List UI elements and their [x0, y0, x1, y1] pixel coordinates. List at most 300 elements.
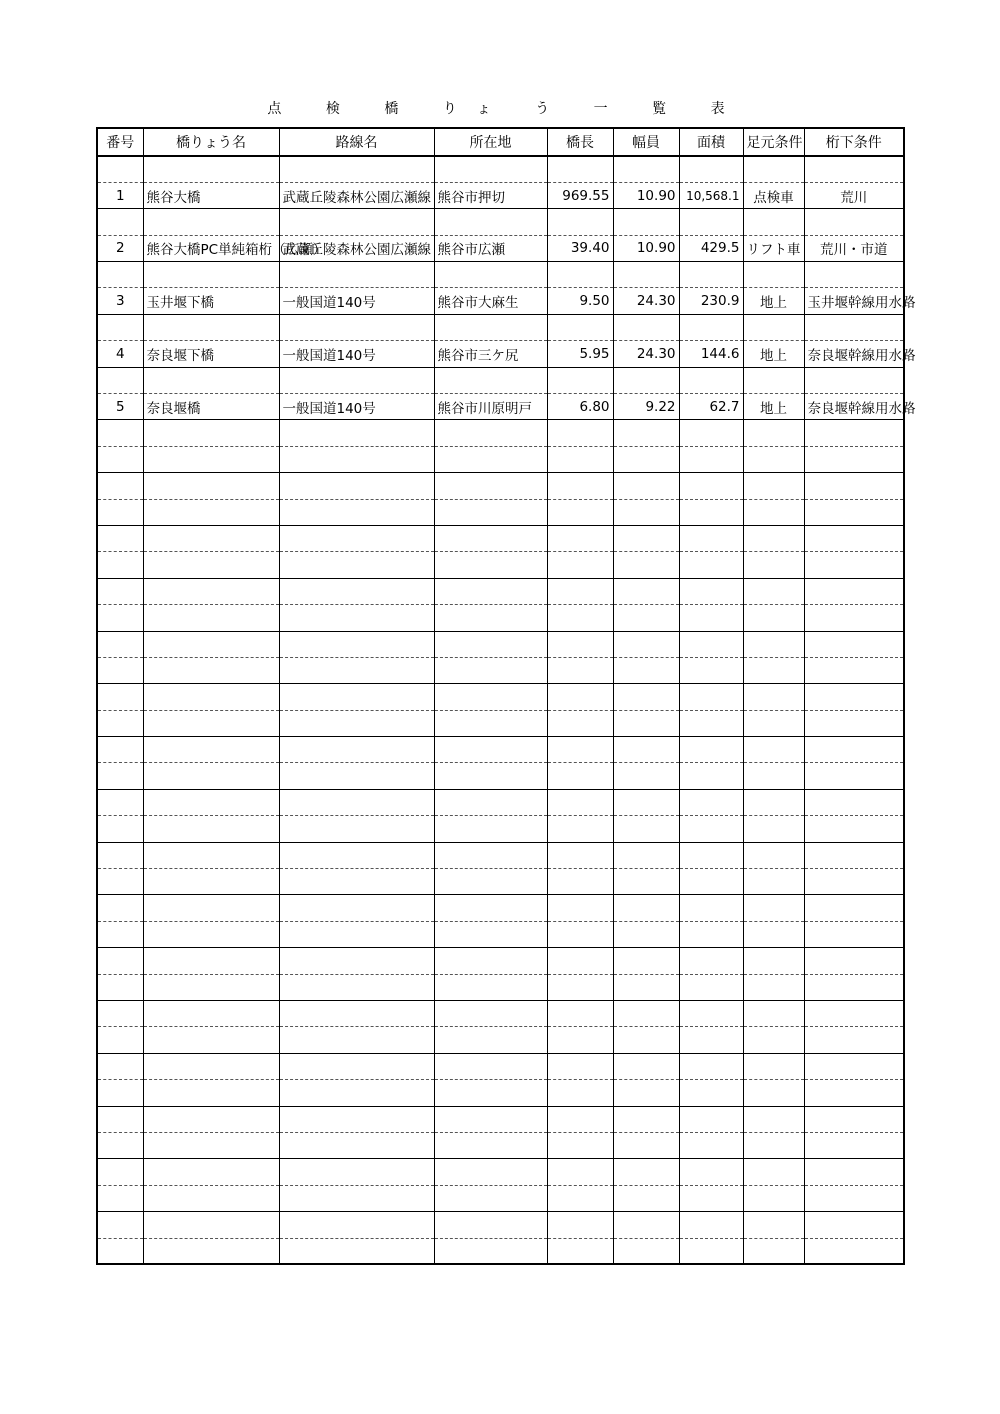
- cell-under-girder-condition: [804, 763, 904, 789]
- empty-cell: [97, 842, 143, 868]
- cell-length: [547, 446, 613, 472]
- cell-number: [97, 1185, 143, 1211]
- empty-cell: [743, 631, 804, 657]
- empty-cell: [613, 631, 679, 657]
- empty-cell: [743, 1212, 804, 1238]
- empty-cell: [434, 789, 547, 815]
- empty-cell: [434, 367, 547, 393]
- cell-footing-condition: 地上: [743, 341, 804, 367]
- table-row: [97, 657, 904, 683]
- cell-bridge-name: [143, 446, 279, 472]
- empty-cell: [547, 684, 613, 710]
- table-row: [97, 552, 904, 578]
- empty-cell: [743, 473, 804, 499]
- cell-area: 62.7: [679, 394, 743, 420]
- cell-footing-condition: [743, 816, 804, 842]
- table-row: [97, 1185, 904, 1211]
- empty-cell: [97, 1053, 143, 1079]
- empty-cell: [679, 631, 743, 657]
- empty-cell: [743, 948, 804, 974]
- cell-number: [97, 974, 143, 1000]
- empty-cell: [679, 1106, 743, 1132]
- cell-footing-condition: [743, 763, 804, 789]
- cell-length: [547, 657, 613, 683]
- empty-cell: [279, 1001, 434, 1027]
- cell-bridge-name: [143, 1185, 279, 1211]
- cell-under-girder-condition: [804, 869, 904, 895]
- empty-cell: [613, 948, 679, 974]
- empty-cell: [279, 1212, 434, 1238]
- cell-location: [434, 499, 547, 525]
- empty-cell: [547, 578, 613, 604]
- empty-cell: [97, 156, 143, 182]
- empty-cell: [547, 209, 613, 235]
- empty-cell: [97, 262, 143, 288]
- empty-cell: [547, 1106, 613, 1132]
- cell-area: [679, 710, 743, 736]
- cell-length: 5.95: [547, 341, 613, 367]
- cell-length: 969.55: [547, 182, 613, 208]
- cell-route-name: [279, 1027, 434, 1053]
- cell-route-name: [279, 869, 434, 895]
- empty-cell: [547, 948, 613, 974]
- cell-length: [547, 921, 613, 947]
- empty-cell: [279, 262, 434, 288]
- empty-cell: [613, 1212, 679, 1238]
- empty-cell: [434, 1212, 547, 1238]
- cell-length: 39.40: [547, 235, 613, 261]
- cell-footing-condition: [743, 869, 804, 895]
- cell-length: [547, 552, 613, 578]
- cell-length: [547, 710, 613, 736]
- empty-cell: [547, 420, 613, 446]
- table-row-spacer: [97, 684, 904, 710]
- cell-under-girder-condition: 荒川: [804, 182, 904, 208]
- cell-bridge-name: 熊谷大橋PC単純箱桁（広瀬）: [143, 235, 279, 261]
- cell-area: [679, 1132, 743, 1158]
- empty-cell: [434, 842, 547, 868]
- table-row: [97, 921, 904, 947]
- empty-cell: [143, 1001, 279, 1027]
- cell-location: 熊谷市広瀬: [434, 235, 547, 261]
- table-row-spacer: [97, 737, 904, 763]
- empty-cell: [679, 789, 743, 815]
- cell-number: [97, 605, 143, 631]
- cell-area: [679, 657, 743, 683]
- cell-bridge-name: 熊谷大橋: [143, 182, 279, 208]
- cell-bridge-name: [143, 816, 279, 842]
- empty-cell: [434, 948, 547, 974]
- table-row: [97, 869, 904, 895]
- cell-length: [547, 605, 613, 631]
- empty-cell: [679, 525, 743, 551]
- table-row: [97, 446, 904, 472]
- table-row: [97, 816, 904, 842]
- table-body: [97, 156, 916, 1264]
- empty-cell: [143, 789, 279, 815]
- empty-cell: [804, 578, 904, 604]
- empty-cell: [143, 367, 279, 393]
- cell-width: 10.90: [613, 235, 679, 261]
- empty-cell: [804, 789, 904, 815]
- empty-cell: [613, 895, 679, 921]
- empty-cell: [679, 367, 743, 393]
- empty-cell: [743, 1106, 804, 1132]
- cell-under-girder-condition: [804, 446, 904, 472]
- empty-cell: [804, 895, 904, 921]
- header-under-girder-condition: 桁下条件: [804, 128, 904, 156]
- cell-route-name: [279, 446, 434, 472]
- empty-cell: [143, 156, 279, 182]
- cell-location: 熊谷市押切: [434, 182, 547, 208]
- empty-cell: [97, 895, 143, 921]
- empty-cell: [547, 367, 613, 393]
- cell-bridge-name: [143, 1132, 279, 1158]
- cell-under-girder-condition: [804, 710, 904, 736]
- cell-route-name: [279, 710, 434, 736]
- empty-cell: [804, 314, 904, 340]
- empty-cell: [279, 948, 434, 974]
- cell-under-girder-condition: [804, 974, 904, 1000]
- empty-cell: [547, 525, 613, 551]
- cell-length: [547, 1185, 613, 1211]
- cell-bridge-name: [143, 499, 279, 525]
- empty-cell: [279, 314, 434, 340]
- cell-route-name: [279, 499, 434, 525]
- empty-cell: [279, 1053, 434, 1079]
- empty-cell: [743, 895, 804, 921]
- empty-cell: [143, 684, 279, 710]
- empty-cell: [743, 789, 804, 815]
- table-row-spacer: [97, 1159, 904, 1185]
- empty-cell: [679, 420, 743, 446]
- table-row-spacer: [97, 367, 904, 393]
- cell-length: [547, 869, 613, 895]
- table-row-spacer: [97, 1001, 904, 1027]
- empty-cell: [547, 737, 613, 763]
- cell-area: [679, 763, 743, 789]
- cell-footing-condition: [743, 657, 804, 683]
- empty-cell: [679, 1159, 743, 1185]
- empty-cell: [279, 737, 434, 763]
- empty-cell: [547, 789, 613, 815]
- cell-number: [97, 921, 143, 947]
- empty-cell: [143, 631, 279, 657]
- empty-cell: [743, 262, 804, 288]
- cell-width: [613, 552, 679, 578]
- cell-width: 10.90: [613, 182, 679, 208]
- cell-area: [679, 446, 743, 472]
- empty-cell: [434, 1106, 547, 1132]
- cell-route-name: [279, 605, 434, 631]
- cell-bridge-name: [143, 657, 279, 683]
- cell-number: [97, 869, 143, 895]
- empty-cell: [679, 578, 743, 604]
- empty-cell: [279, 367, 434, 393]
- empty-cell: [743, 209, 804, 235]
- empty-cell: [97, 525, 143, 551]
- empty-cell: [613, 314, 679, 340]
- empty-cell: [143, 895, 279, 921]
- empty-cell: [143, 473, 279, 499]
- cell-number: [97, 446, 143, 472]
- cell-under-girder-condition: [804, 816, 904, 842]
- cell-footing-condition: [743, 499, 804, 525]
- header-length: 橋長: [547, 128, 613, 156]
- cell-footing-condition: [743, 921, 804, 947]
- empty-cell: [97, 1106, 143, 1132]
- cell-location: [434, 552, 547, 578]
- cell-area: 429.5: [679, 235, 743, 261]
- empty-cell: [279, 842, 434, 868]
- header-bridge-name: 橋りょう名: [143, 128, 279, 156]
- cell-width: [613, 710, 679, 736]
- empty-cell: [279, 473, 434, 499]
- empty-cell: [143, 314, 279, 340]
- table-row: [97, 1027, 904, 1053]
- header-route-name: 路線名: [279, 128, 434, 156]
- empty-cell: [804, 737, 904, 763]
- cell-number: [97, 816, 143, 842]
- empty-cell: [804, 473, 904, 499]
- cell-number: [97, 1132, 143, 1158]
- header-width: 幅員: [613, 128, 679, 156]
- cell-bridge-name: [143, 1238, 279, 1264]
- cell-footing-condition: [743, 552, 804, 578]
- empty-cell: [804, 842, 904, 868]
- empty-cell: [143, 737, 279, 763]
- cell-number: 2: [97, 235, 143, 261]
- cell-area: [679, 869, 743, 895]
- empty-cell: [804, 1053, 904, 1079]
- empty-cell: [97, 420, 143, 446]
- empty-cell: [743, 684, 804, 710]
- cell-under-girder-condition: [804, 1132, 904, 1158]
- cell-location: [434, 1132, 547, 1158]
- cell-area: 144.6: [679, 341, 743, 367]
- cell-under-girder-condition: [804, 1027, 904, 1053]
- cell-route-name: 一般国道140号: [279, 394, 434, 420]
- cell-location: [434, 657, 547, 683]
- cell-route-name: [279, 657, 434, 683]
- empty-cell: [743, 314, 804, 340]
- empty-cell: [613, 420, 679, 446]
- table-row-spacer: [97, 262, 904, 288]
- cell-location: 熊谷市大麻生: [434, 288, 547, 314]
- cell-route-name: [279, 1185, 434, 1211]
- cell-route-name: [279, 1080, 434, 1106]
- cell-under-girder-condition: [804, 1080, 904, 1106]
- cell-width: [613, 446, 679, 472]
- empty-cell: [143, 842, 279, 868]
- empty-cell: [679, 262, 743, 288]
- empty-cell: [143, 1159, 279, 1185]
- cell-number: 1: [97, 182, 143, 208]
- empty-cell: [804, 525, 904, 551]
- table-row-spacer: [97, 1212, 904, 1238]
- cell-area: [679, 816, 743, 842]
- empty-cell: [743, 1001, 804, 1027]
- cell-width: 24.30: [613, 341, 679, 367]
- empty-cell: [804, 948, 904, 974]
- empty-cell: [679, 737, 743, 763]
- empty-cell: [613, 1001, 679, 1027]
- table-row: [97, 1132, 904, 1158]
- empty-cell: [279, 420, 434, 446]
- empty-cell: [679, 1001, 743, 1027]
- empty-cell: [743, 578, 804, 604]
- table-row: [97, 288, 904, 314]
- empty-cell: [613, 1106, 679, 1132]
- empty-cell: [547, 473, 613, 499]
- empty-cell: [97, 1001, 143, 1027]
- empty-cell: [743, 367, 804, 393]
- empty-cell: [143, 420, 279, 446]
- empty-cell: [613, 842, 679, 868]
- empty-cell: [434, 314, 547, 340]
- bridge-inspection-table: [96, 127, 916, 1265]
- empty-cell: [143, 578, 279, 604]
- cell-footing-condition: [743, 1027, 804, 1053]
- cell-footing-condition: リフト車: [743, 235, 804, 261]
- empty-cell: [679, 895, 743, 921]
- empty-cell: [279, 631, 434, 657]
- cell-width: [613, 816, 679, 842]
- table-row: [97, 710, 904, 736]
- cell-width: [613, 1027, 679, 1053]
- empty-cell: [434, 262, 547, 288]
- table-row-spacer: [97, 209, 904, 235]
- empty-cell: [613, 156, 679, 182]
- cell-footing-condition: [743, 1132, 804, 1158]
- cell-number: [97, 1238, 143, 1264]
- cell-width: [613, 1238, 679, 1264]
- empty-cell: [143, 1053, 279, 1079]
- empty-cell: [97, 737, 143, 763]
- cell-number: 5: [97, 394, 143, 420]
- empty-cell: [743, 156, 804, 182]
- cell-width: [613, 974, 679, 1000]
- table-row-spacer: [97, 473, 904, 499]
- empty-cell: [804, 631, 904, 657]
- cell-length: [547, 816, 613, 842]
- cell-footing-condition: [743, 1185, 804, 1211]
- empty-cell: [97, 578, 143, 604]
- cell-area: [679, 552, 743, 578]
- empty-cell: [743, 1053, 804, 1079]
- empty-cell: [743, 525, 804, 551]
- cell-number: [97, 657, 143, 683]
- header-number: 番号: [97, 128, 143, 156]
- empty-cell: [679, 842, 743, 868]
- cell-width: [613, 921, 679, 947]
- header-location: 所在地: [434, 128, 547, 156]
- cell-width: [613, 763, 679, 789]
- table-row: [97, 763, 904, 789]
- cell-width: [613, 869, 679, 895]
- cell-length: [547, 1027, 613, 1053]
- cell-under-girder-condition: [804, 605, 904, 631]
- cell-bridge-name: [143, 710, 279, 736]
- empty-cell: [97, 367, 143, 393]
- empty-cell: [434, 895, 547, 921]
- table-row: [97, 394, 904, 420]
- table-row-spacer: [97, 525, 904, 551]
- empty-cell: [279, 789, 434, 815]
- cell-location: [434, 446, 547, 472]
- empty-cell: [143, 525, 279, 551]
- empty-cell: [804, 1212, 904, 1238]
- empty-cell: [97, 314, 143, 340]
- cell-area: [679, 921, 743, 947]
- empty-cell: [679, 209, 743, 235]
- empty-cell: [547, 895, 613, 921]
- empty-cell: [613, 1053, 679, 1079]
- empty-cell: [547, 262, 613, 288]
- cell-width: [613, 499, 679, 525]
- cell-footing-condition: 点検車: [743, 182, 804, 208]
- cell-width: [613, 1185, 679, 1211]
- empty-cell: [434, 1159, 547, 1185]
- cell-area: 230.9: [679, 288, 743, 314]
- empty-cell: [434, 1001, 547, 1027]
- empty-cell: [143, 209, 279, 235]
- empty-cell: [279, 578, 434, 604]
- empty-cell: [804, 684, 904, 710]
- empty-cell: [547, 631, 613, 657]
- empty-cell: [613, 737, 679, 763]
- table-row-spacer: [97, 842, 904, 868]
- cell-bridge-name: [143, 552, 279, 578]
- empty-cell: [97, 1212, 143, 1238]
- table-row-spacer: [97, 631, 904, 657]
- empty-cell: [434, 1053, 547, 1079]
- empty-cell: [679, 1212, 743, 1238]
- empty-cell: [679, 684, 743, 710]
- cell-footing-condition: [743, 1080, 804, 1106]
- cell-width: 9.22: [613, 394, 679, 420]
- cell-width: [613, 1132, 679, 1158]
- empty-cell: [279, 156, 434, 182]
- cell-footing-condition: 地上: [743, 394, 804, 420]
- cell-length: 6.80: [547, 394, 613, 420]
- empty-cell: [804, 156, 904, 182]
- table-row: [97, 499, 904, 525]
- cell-under-girder-condition: 奈良堰幹線用水路: [804, 394, 904, 420]
- cell-length: 9.50: [547, 288, 613, 314]
- cell-under-girder-condition: 奈良堰幹線用水路: [804, 341, 904, 367]
- empty-cell: [804, 367, 904, 393]
- table-row: [97, 1080, 904, 1106]
- table-row: [97, 1238, 904, 1264]
- cell-bridge-name: [143, 921, 279, 947]
- cell-under-girder-condition: [804, 552, 904, 578]
- cell-number: [97, 1027, 143, 1053]
- cell-footing-condition: [743, 974, 804, 1000]
- cell-under-girder-condition: [804, 1185, 904, 1211]
- cell-route-name: [279, 974, 434, 1000]
- cell-location: [434, 974, 547, 1000]
- empty-cell: [547, 314, 613, 340]
- cell-route-name: 武蔵丘陵森林公園広瀬線: [279, 182, 434, 208]
- empty-cell: [743, 842, 804, 868]
- cell-route-name: 一般国道140号: [279, 288, 434, 314]
- cell-location: [434, 605, 547, 631]
- cell-footing-condition: [743, 710, 804, 736]
- empty-cell: [679, 156, 743, 182]
- cell-location: [434, 1027, 547, 1053]
- empty-cell: [97, 948, 143, 974]
